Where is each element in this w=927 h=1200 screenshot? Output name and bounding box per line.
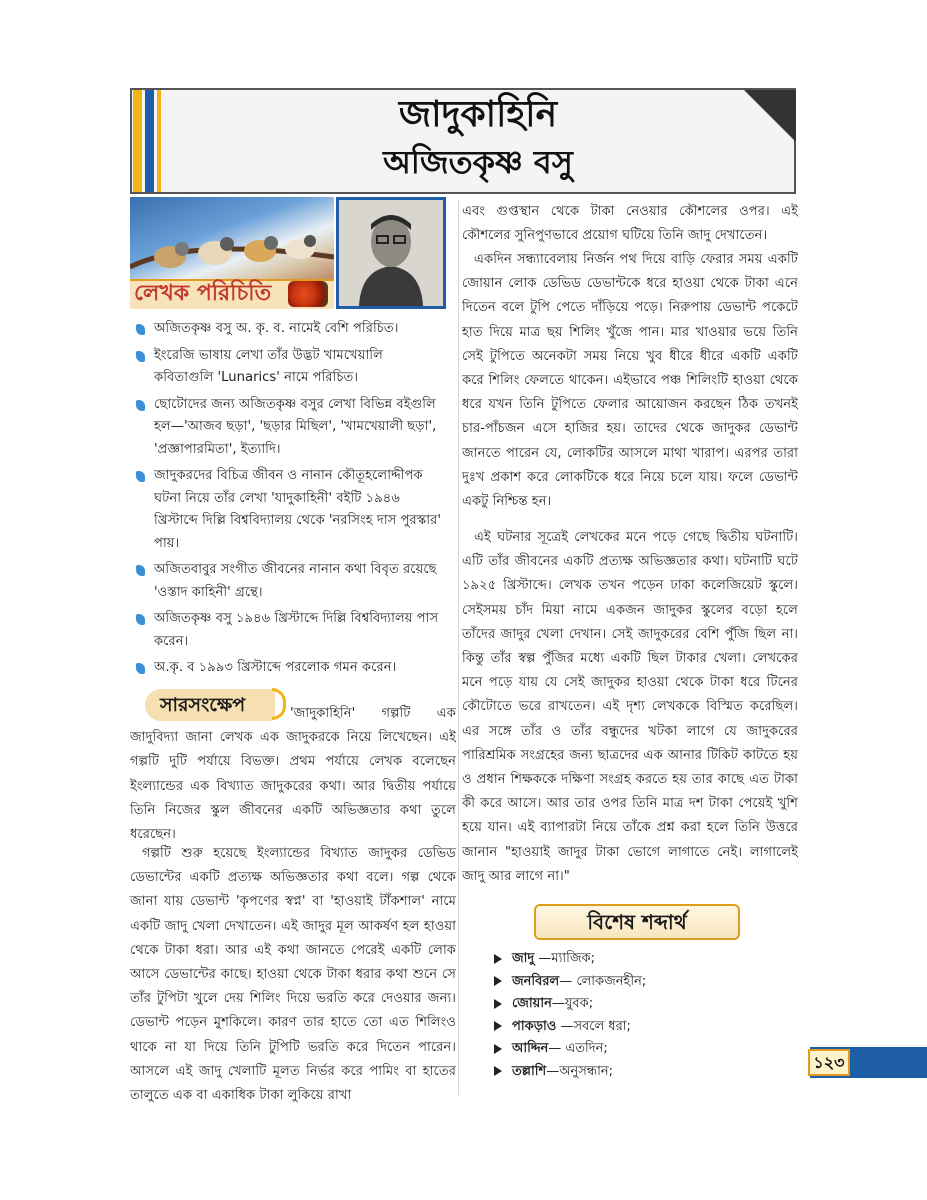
author-intro-heading: লেখক পরিচিতি xyxy=(134,281,272,306)
triangle-bullet-icon xyxy=(494,954,502,964)
summary-paragraph: এই ঘটনার সূত্রেই লেখকের মনে পড়ে গেছে দ্বিতীয় ঘটনাটি। এটি তাঁর জীবনের একটি প্রত্যক্ষ অভিজ্ঞতার কথা। ঘটনাটি ঘটে ১৯২৫ খ্রিস্টাব্দে। লেখক তখন পড়েন ঢাকা কলেজিয়েট স্কুলে। সেইসময় চাঁদ মিয়া নামে একজন জাদুকর স্কুলের বড়ো হলে তাঁদের জাদুর খেলা দেখান। সেই জাদুকরের বেশি পুঁজি ছিল না। কিন্তু তাঁর স্বল্প পুঁজির মধ্যে একটি ছিল টাকার খেলা। লেখকের মনে পড়ে যায় যে সেই জাদুকর হাওয়া থেকে টাকা ধরে টিনের কৌটোতে ভরে রাখতেন। এই দৃশ্য লেখককে বিস্মিত করেছিল। এর সঙ্গে তাঁর ও তাঁর বন্ধুদের খটকা লাগে যে জাদুকরের পারিশ্রমিক সংগ্রহের জন্য ছাত্রদের এক আনার টিকিট কাটতে হয় ও প্রধান শিক্ষককে দক্ষিণা সংগ্রহ করতে হয় তার কাছে এত টাকা কী করে আসে। আর তার ওপর তিনি মাত্র দশ টাকা পেয়েই খুশি হয়ে যান। এই ব্যাপারটা নিয়ে তাঁকে প্রশ্ন করা হলে তিনি উত্তরে জানান "হাওয়াই জাদুর টাকা ভোগে লাগাতে নেই। লাগালেই জাদু আর লাগে না।" xyxy=(462,530,798,884)
summary-paragraph: 'জাদুকাহিনি' গল্পটি এক জাদুবিদ্যা জানা লেখক এক জাদুকরকে নিয়ে লিখেছেন। এই গল্পটি দুটি পর্যায়ে বিভক্ত। প্রথম পর্যায়ে লেখক বলেছেন ইংল্যান্ডের এক বিখ্যাত জাদুকরের কথা। আর দ্বিতীয় পর্যায়ে তিনি নিজের স্কুল জীবনের একটি অভিজ্ঞতার কথা তুলে ধরেছেন। xyxy=(130,706,456,843)
glossary-item: জনবিরল— লোকজনহীন; xyxy=(494,971,794,994)
banner-stripe xyxy=(145,90,154,192)
page-number: ১২৩ xyxy=(813,1053,845,1072)
bullet-icon xyxy=(136,400,145,411)
summary-paragraph: এবং গুপ্তস্থান থেকে টাকা নেওয়ার কৌশলের ওপর। এই কৌশলের সুনিপুণভাবে প্রয়োগ ঘটিয়ে তিনি জাদু দেখাতেন। xyxy=(462,204,798,244)
glossary-list xyxy=(494,948,794,1083)
glossary-item: জাদু —ম্যাজিক; xyxy=(494,948,794,971)
summary-paragraph: গল্পটি শুরু হয়েছে ইংল্যান্ডের বিখ্যাত জাদুকর ডেভিড ডেভান্টের একটি প্রত্যক্ষ অভিজ্ঞতার কথা বলে। গল্প থেকে জানা যায় ডেভান্ট 'কৃপণের স্বপ্ন' বা 'হাওয়াই টাঁকশাল' নামে একটি জাদু খেলা দেখাতেন। এই জাদুর মূল আকর্ষণ হল হাওয়া থেকে টাকা ধরা। আর এই কথা জানতে পেরেই একটি লোক আসে ডেভান্টের কাছে। হাওয়া থেকে টাকা ধরার কথা শুনে সে তাঁর টুপিটা খুলে দেয় শিলিং দিয়ে ভরতি করে দেওয়ার জন্য। ডেভান্ট পড়েন মুশকিলে। কারণ তার হাতে তো এত শিলিংও থাকে না যা দিয়ে তিনি টুপিটি ভরতি করে দিতেন পারেন। আসলে এই জাদু খেলাটি মূলত নির্ভর করে পামিং বা হাতের তালুতে এক বা একাধিক টাকা লুকিয়ে রাখা xyxy=(130,846,456,1104)
flower-decoration xyxy=(288,281,328,307)
chapter-author: অজিতকৃষ্ণ বসু xyxy=(383,143,573,181)
author-facts-list xyxy=(132,318,446,684)
author-portrait xyxy=(336,197,446,309)
banner-stripe xyxy=(133,90,142,192)
triangle-bullet-icon xyxy=(494,1066,502,1076)
bullet-icon xyxy=(136,471,145,482)
list-item: অ.কৃ. ব ১৯৯৩ খ্রিস্টাব্দে পরলোক গমন করেন। xyxy=(132,657,446,680)
bullet-icon xyxy=(136,663,145,674)
glossary-heading: বিশেষ শব্দার্থ xyxy=(587,910,687,934)
list-item: অজিতকৃষ্ণ বসু অ. কৃ. ব. নামেই বেশি পরিচিত। xyxy=(132,318,446,341)
list-item: ইংরেজি ভাষায় লেখা তাঁর উদ্ভট খামখেয়ালি কবিতাগুলি 'Lunarics' নামে পরিচিত। xyxy=(132,345,446,390)
triangle-bullet-icon xyxy=(494,976,502,986)
glossary-item: আদ্দিন— এতদিন; xyxy=(494,1038,794,1061)
chapter-title: জাদুকাহিনি xyxy=(398,94,558,135)
bullet-icon xyxy=(136,565,145,576)
column-divider xyxy=(458,200,459,1095)
triangle-bullet-icon xyxy=(494,999,502,1009)
triangle-bullet-icon xyxy=(494,1021,502,1031)
list-item: অজিতকৃষ্ণ বসু ১৯৪৬ খ্রিস্টাব্দে দিল্লি বিশ্ববিদ্যালয় পাস করেন। xyxy=(132,608,446,653)
triangle-bullet-icon xyxy=(494,1044,502,1054)
list-item: অজিতবাবুর সংগীত জীবনের নানান কথা বিবৃত রয়েছে 'ওস্তাদ কাহিনী' গ্রন্থে। xyxy=(132,559,446,604)
list-item: জাদুকরদের বিচিত্র জীবন ও নানান কৌতূহলোদ্দীপক ঘটনা নিয়ে তাঁর লেখা 'যাদুকাহিনী' বইটি ১৯৪৬ খ্রিস্টাব্দে দিল্লি বিশ্ববিদ্যালয় থেকে 'নরসিংহ দাস পুরস্কার' পায়। xyxy=(132,465,446,555)
bullet-icon xyxy=(136,324,145,335)
glossary-item: তল্লাশি—অনুসন্ধান; xyxy=(494,1061,794,1084)
glossary-item: জোয়ান—যুবক; xyxy=(494,993,794,1016)
list-item: ছোটোদের জন্য অজিতকৃষ্ণ বসুর লেখা বিভিন্ন বইগুলি হল—'আজব ছড়া', 'ছড়ার মিছিল', 'খামখেয়ালী ছড়া', 'প্রজ্ঞাপারমিতা', ইত্যাদি। xyxy=(132,394,446,462)
bullet-icon xyxy=(136,351,145,362)
summary-heading: সারসংক্ষেপ xyxy=(160,694,246,716)
glossary-item: পাকড়াও —সবলে ধরা; xyxy=(494,1016,794,1039)
bullet-icon xyxy=(136,614,145,625)
summary-paragraph: একদিন সন্ধ্যাবেলায় নির্জন পথ দিয়ে বাড়ি ফেরার সময় একটি জোয়ান লোক ডেভিড ডেভান্টকে ধরে হাওয়া থেকে টাকা এনে দিতেন বলে টুপি পেতে দাঁড়িয়ে পড়ে। নিরুপায় ডেভান্ট পকেটে হাত দিয়ে মাত্র ছয় শিলিং খুঁজে পান। মার খাওয়ার ভয়ে তিনি সেই টুপিতে অনেকটা সময় নিয়ে খুব ধীরে ধীরে একটি একটি করে শিলিং ফেলতে থাকেন। এইভাবে পঞ্চ শিলিংটি হাওয়া থেকে ধরে যখন তিনি টুপিতে ফেলার আয়োজন করছেন ঠিক তখনই চার-পাঁচজন এসে হাজির হয়। তাদের থেকে জাদুকর ডেভান্ট জানতে পারেন যে, লোকটির আসলে মাথা খারাপ। এরপর তারা দুঃখ প্রকাশ করে লোকটিকে ধরে নিয়ে চলে যায়। ফলে ডেভান্ট একটু নিশ্চিন্ত হন। xyxy=(462,252,798,510)
